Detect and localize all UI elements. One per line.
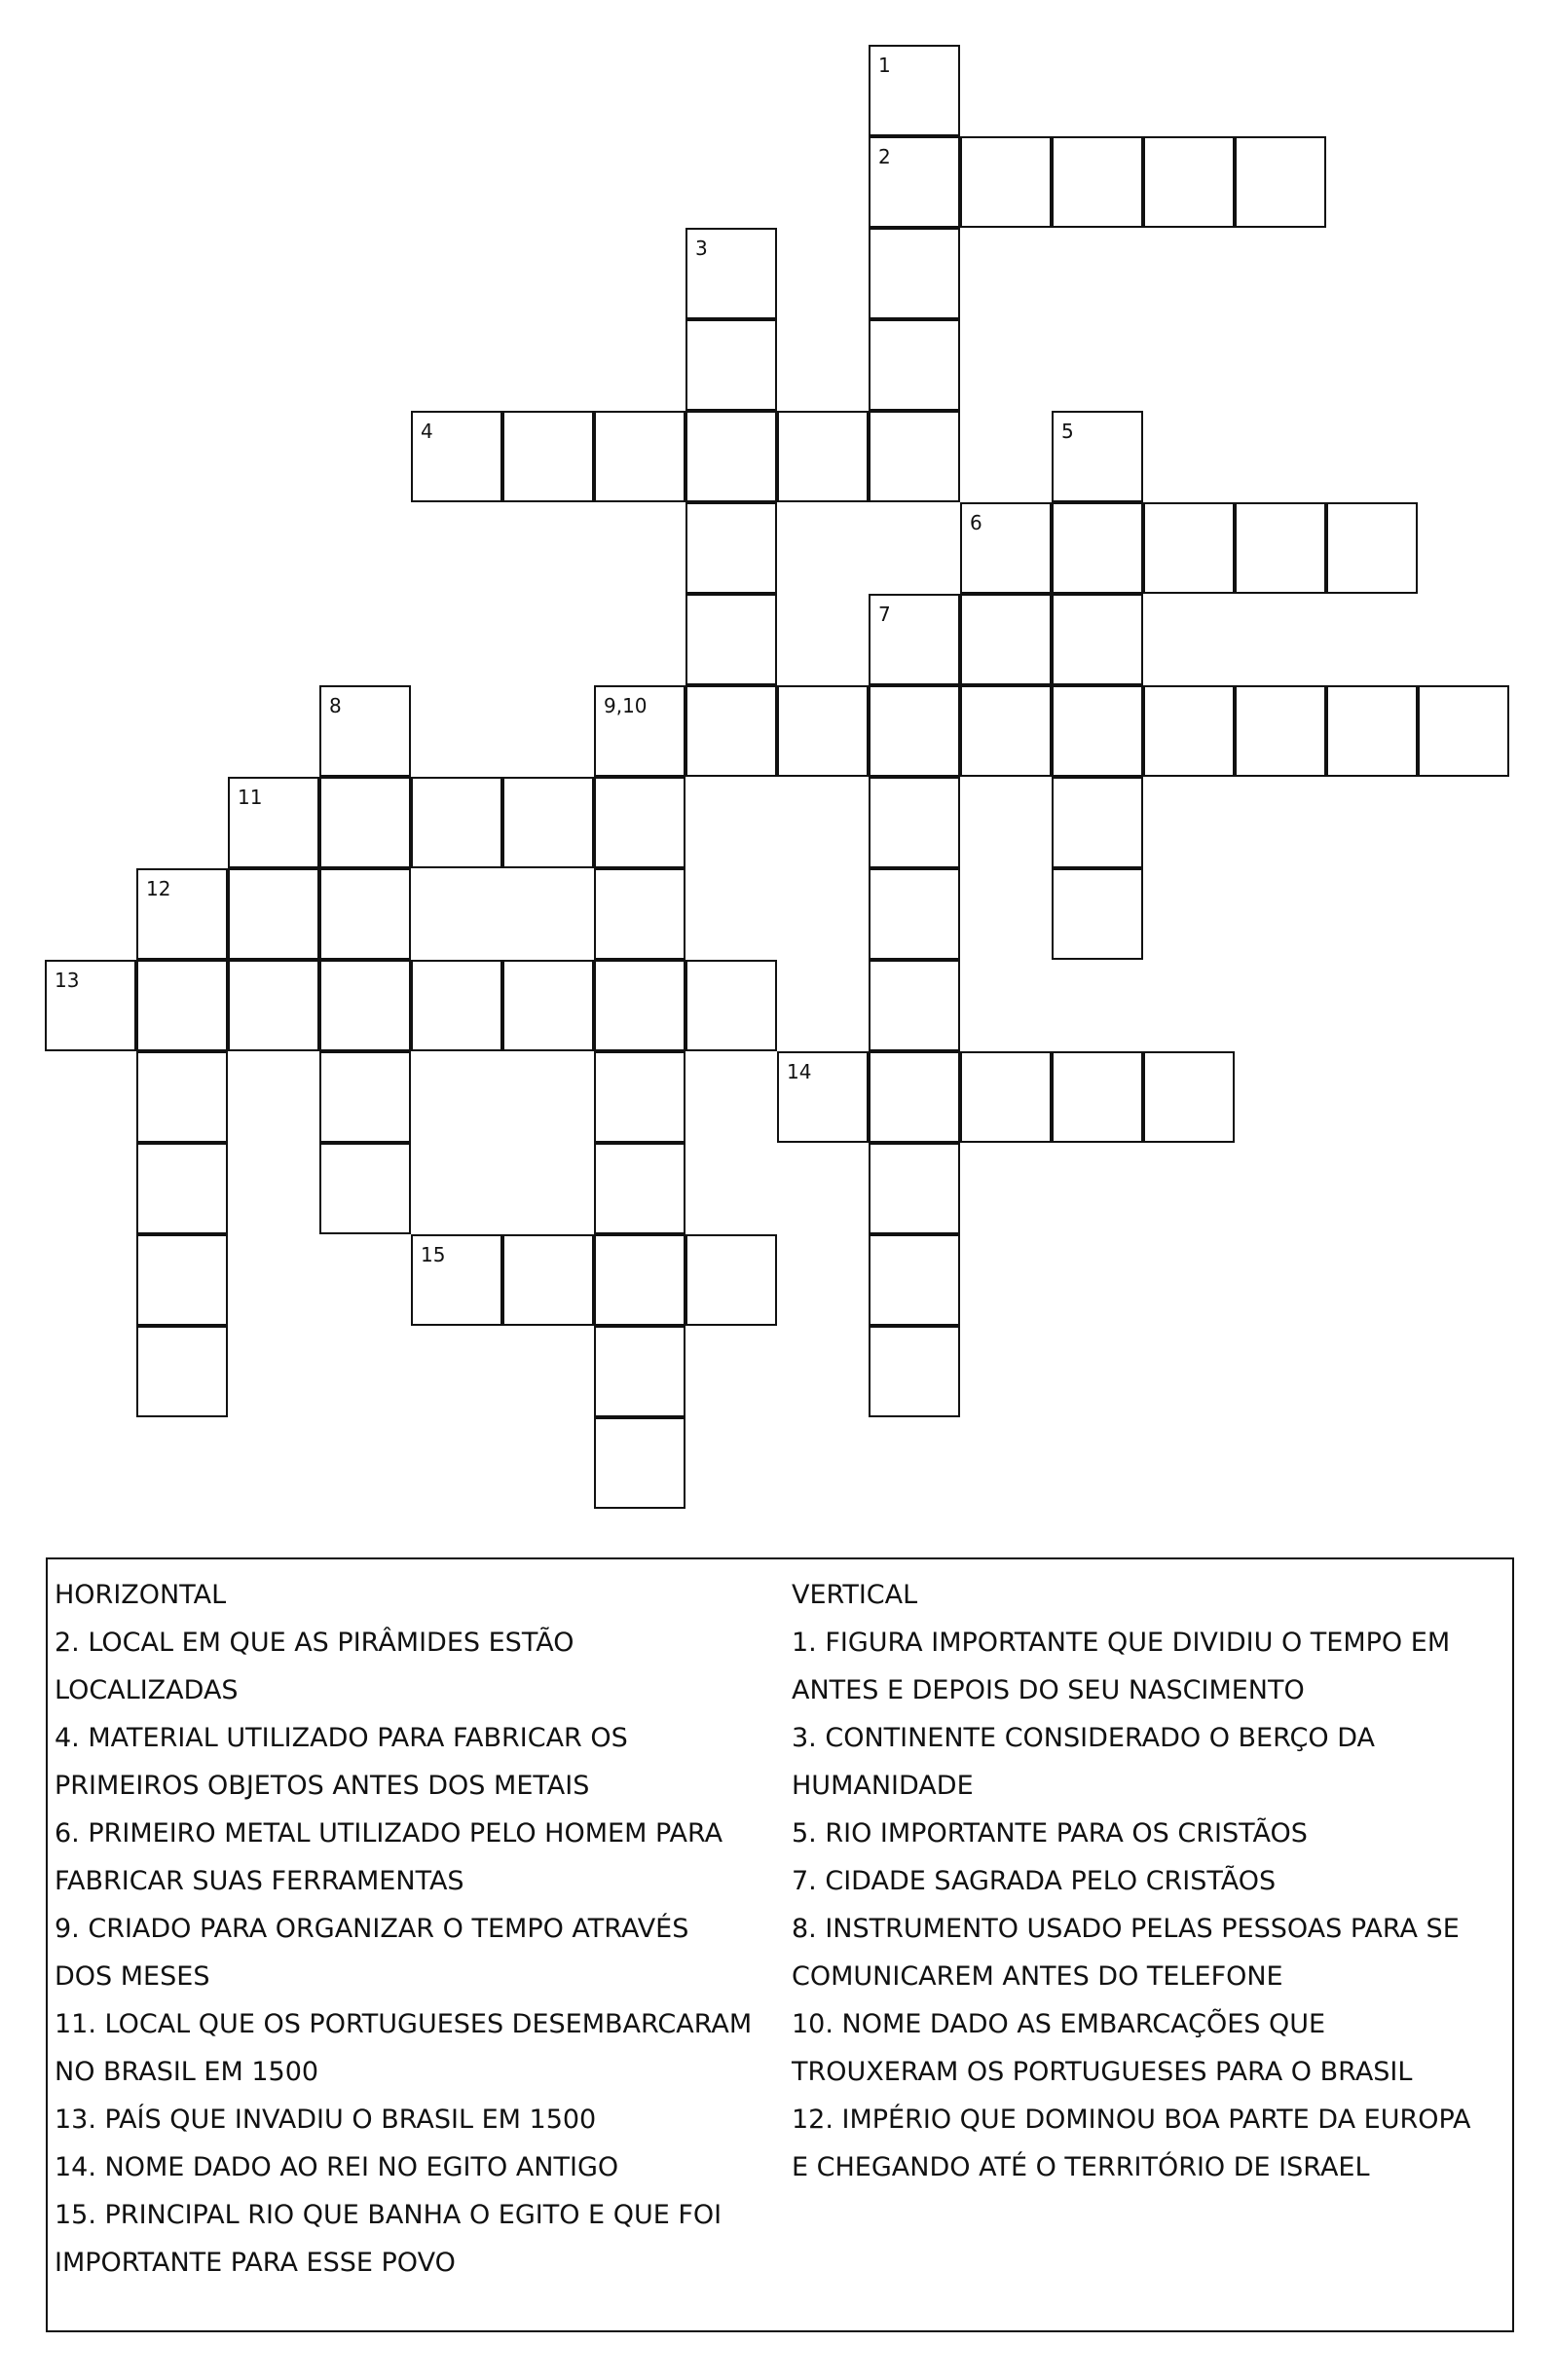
clue-number-label: 8	[329, 694, 342, 717]
vertical-clue-line: 7. CIDADE SAGRADA PELO CRISTÃOS	[792, 1866, 1277, 1896]
horizontal-clue-line: 9. CRIADO PARA ORGANIZAR O TEMPO ATRAVÉS	[55, 1914, 689, 1944]
crossword-cell[interactable]	[319, 777, 411, 868]
crossword-cell[interactable]	[594, 1143, 685, 1234]
crossword-cell[interactable]	[1143, 136, 1235, 228]
crossword-cell[interactable]	[502, 1234, 594, 1326]
crossword-cell[interactable]	[136, 1051, 228, 1143]
crossword-cell[interactable]	[869, 960, 960, 1051]
clue-number-label: 14	[787, 1060, 812, 1083]
crossword-cell[interactable]	[594, 1326, 685, 1417]
crossword-cell[interactable]	[502, 777, 594, 868]
crossword-cell[interactable]	[1052, 1051, 1143, 1143]
crossword-cell[interactable]	[1052, 594, 1143, 685]
crossword-cell[interactable]	[136, 1143, 228, 1234]
crossword-cell[interactable]	[869, 136, 960, 228]
crossword-cell[interactable]	[960, 685, 1052, 777]
horizontal-clue-line: NO BRASIL EM 1500	[55, 2057, 319, 2087]
clues-box	[46, 1557, 1514, 2332]
crossword-cell[interactable]	[319, 1143, 411, 1234]
crossword-cell[interactable]	[869, 228, 960, 319]
horizontal-clues	[55, 1571, 777, 2287]
crossword-cell[interactable]	[1052, 868, 1143, 960]
vertical-heading: VERTICAL	[792, 1580, 918, 1610]
crossword-cell[interactable]	[869, 594, 960, 685]
crossword-cell[interactable]	[136, 1234, 228, 1326]
crossword-cell[interactable]	[594, 1051, 685, 1143]
crossword-cell[interactable]	[411, 960, 502, 1051]
vertical-clue-line: TROUXERAM OS PORTUGUESES PARA O BRASIL	[792, 2057, 1413, 2087]
crossword-cell[interactable]	[594, 960, 685, 1051]
clue-number-label: 11	[238, 786, 263, 809]
vertical-clue-line: COMUNICAREM ANTES DO TELEFONE	[792, 1961, 1283, 1992]
clue-number-label: 15	[421, 1243, 446, 1266]
crossword-cell[interactable]	[685, 1234, 777, 1326]
crossword-cell[interactable]	[228, 777, 319, 868]
crossword-cell[interactable]	[594, 1234, 685, 1326]
crossword-cell[interactable]	[1235, 685, 1326, 777]
crossword-cell[interactable]	[869, 1143, 960, 1234]
clue-number-label: 6	[970, 511, 982, 534]
vertical-clue-line: HUMANIDADE	[792, 1771, 974, 1801]
crossword-cell[interactable]	[960, 1051, 1052, 1143]
vertical-clue-line: 5. RIO IMPORTANTE PARA OS CRISTÃOS	[792, 1818, 1308, 1849]
crossword-cell[interactable]	[411, 777, 502, 868]
horizontal-clue-line: PRIMEIROS OBJETOS ANTES DOS METAIS	[55, 1771, 590, 1801]
crossword-cell[interactable]	[1143, 502, 1235, 594]
crossword-cell[interactable]	[502, 960, 594, 1051]
horizontal-clue-line: 6. PRIMEIRO METAL UTILIZADO PELO HOMEM PARA	[55, 1818, 723, 1849]
crossword-cell[interactable]	[869, 1234, 960, 1326]
crossword-cell[interactable]	[1326, 502, 1418, 594]
crossword-cell[interactable]	[1143, 1051, 1235, 1143]
crossword-cell[interactable]	[411, 411, 502, 502]
crossword-cell[interactable]	[869, 1326, 960, 1417]
crossword-cell[interactable]	[1418, 685, 1509, 777]
crossword-cell[interactable]	[869, 411, 960, 502]
crossword-cell[interactable]	[1326, 685, 1418, 777]
crossword-cell[interactable]	[777, 685, 869, 777]
crossword-cell[interactable]	[45, 960, 136, 1051]
crossword-cell[interactable]	[869, 685, 960, 777]
crossword-cell[interactable]	[594, 777, 685, 868]
vertical-clue-line: 1. FIGURA IMPORTANTE QUE DIVIDIU O TEMPO EM	[792, 1628, 1451, 1658]
vertical-clue-line: E CHEGANDO ATÉ O TERRITÓRIO DE ISRAEL	[792, 2152, 1370, 2182]
horizontal-clue-line: FABRICAR SUAS FERRAMENTAS	[55, 1866, 464, 1896]
crossword-cell[interactable]	[685, 960, 777, 1051]
horizontal-heading: HORIZONTAL	[55, 1580, 227, 1610]
horizontal-clue-line: 15. PRINCIPAL RIO QUE BANHA O EGITO E QUE FOI	[55, 2200, 722, 2230]
crossword-cell[interactable]	[777, 1051, 869, 1143]
crossword-cell[interactable]	[319, 960, 411, 1051]
clue-number-label: 9,10	[604, 694, 648, 717]
crossword-cell[interactable]	[319, 685, 411, 777]
horizontal-clue-line: 2. LOCAL EM QUE AS PIRÂMIDES ESTÃO	[55, 1628, 574, 1658]
clue-number-label: 5	[1061, 420, 1074, 443]
crossword-cell[interactable]	[1052, 411, 1143, 502]
clue-number-label: 1	[878, 54, 891, 77]
crossword-cell[interactable]	[319, 868, 411, 960]
crossword-cell[interactable]	[136, 1326, 228, 1417]
clue-number-label: 2	[878, 145, 891, 168]
crossword-cell[interactable]	[1143, 685, 1235, 777]
crossword-cell[interactable]	[319, 1051, 411, 1143]
crossword-cell[interactable]	[411, 1234, 502, 1326]
vertical-clue-line: 3. CONTINENTE CONSIDERADO O BERÇO DA	[792, 1723, 1376, 1753]
crossword-cell[interactable]	[869, 868, 960, 960]
crossword-cell[interactable]	[1235, 502, 1326, 594]
vertical-clue-line: ANTES E DEPOIS DO SEU NASCIMENTO	[792, 1675, 1305, 1705]
horizontal-clue-line: 11. LOCAL QUE OS PORTUGUESES DESEMBARCARAM	[55, 2009, 753, 2039]
vertical-clue-line: 10. NOME DADO AS EMBARCAÇÕES QUE	[792, 2009, 1326, 2039]
crossword-cell[interactable]	[594, 868, 685, 960]
clue-number-label: 7	[878, 603, 891, 626]
crossword-cell[interactable]	[685, 502, 777, 594]
crossword-cell[interactable]	[960, 136, 1052, 228]
crossword-cell[interactable]	[594, 685, 685, 777]
clue-number-label: 4	[421, 420, 433, 443]
crossword-cell[interactable]	[228, 868, 319, 960]
crossword-cell[interactable]	[685, 411, 777, 502]
crossword-cell[interactable]	[136, 868, 228, 960]
crossword-cell[interactable]	[228, 960, 319, 1051]
horizontal-clue-line: IMPORTANTE PARA ESSE POVO	[55, 2248, 456, 2278]
vertical-clues	[792, 1571, 1512, 2191]
crossword-cell[interactable]	[869, 777, 960, 868]
crossword-cell[interactable]	[869, 319, 960, 411]
crossword-cell[interactable]	[594, 1417, 685, 1509]
crossword-cell[interactable]	[1235, 136, 1326, 228]
horizontal-clue-line: DOS MESES	[55, 1961, 210, 1992]
crossword-cell[interactable]	[960, 502, 1052, 594]
horizontal-clue-line: 14. NOME DADO AO REI NO EGITO ANTIGO	[55, 2152, 619, 2182]
clue-number-label: 12	[146, 877, 171, 900]
crossword-cell[interactable]	[1052, 777, 1143, 868]
horizontal-clue-line: LOCALIZADAS	[55, 1675, 239, 1705]
crossword-cell[interactable]	[594, 411, 685, 502]
vertical-clue-line: 8. INSTRUMENTO USADO PELAS PESSOAS PARA SE	[792, 1914, 1460, 1944]
clue-number-label: 3	[695, 237, 708, 260]
horizontal-clue-line: 13. PAÍS QUE INVADIU O BRASIL EM 1500	[55, 2105, 597, 2135]
crossword-cell[interactable]	[1052, 685, 1143, 777]
crossword-cell[interactable]	[869, 1051, 960, 1143]
crossword-cell[interactable]	[1052, 136, 1143, 228]
crossword-cell[interactable]	[960, 594, 1052, 685]
horizontal-clue-line: 4. MATERIAL UTILIZADO PARA FABRICAR OS	[55, 1723, 628, 1753]
crossword-cell[interactable]	[777, 411, 869, 502]
crossword-cell[interactable]	[136, 960, 228, 1051]
crossword-cell[interactable]	[869, 45, 960, 136]
vertical-clue-line: 12. IMPÉRIO QUE DOMINOU BOA PARTE DA EUROPA	[792, 2105, 1471, 2135]
crossword-cell[interactable]	[1052, 502, 1143, 594]
crossword-cell[interactable]	[685, 228, 777, 319]
clue-number-label: 13	[55, 969, 80, 992]
crossword-cell[interactable]	[685, 685, 777, 777]
crossword-cell[interactable]	[502, 411, 594, 502]
crossword-cell[interactable]	[685, 594, 777, 685]
crossword-cell[interactable]	[685, 319, 777, 411]
